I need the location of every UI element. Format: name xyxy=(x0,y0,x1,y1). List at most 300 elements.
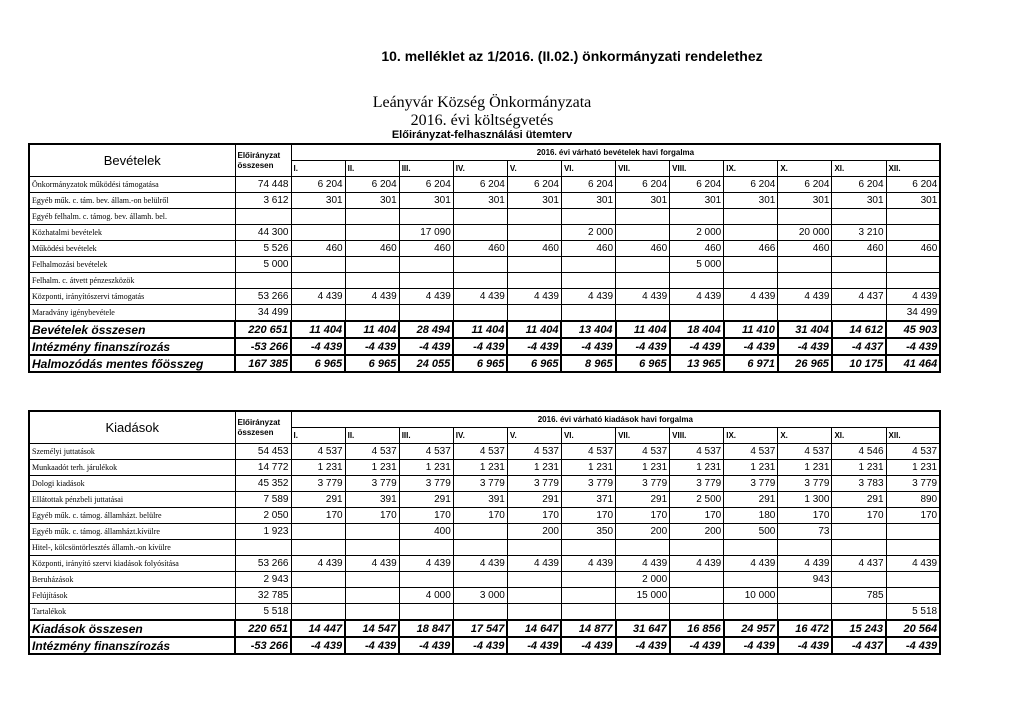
month-header: VIII. xyxy=(670,428,724,444)
month-cell: 4 439 xyxy=(724,289,778,305)
month-cell xyxy=(345,540,399,556)
month-cell: 4 439 xyxy=(345,289,399,305)
summary-month-cell: 8 965 xyxy=(561,355,615,372)
month-cell: 2 000 xyxy=(670,225,724,241)
row-total xyxy=(235,209,291,225)
table-row xyxy=(29,273,940,289)
month-cell: 4 537 xyxy=(724,444,778,460)
month-cell xyxy=(886,572,940,588)
table-row xyxy=(29,225,940,241)
month-cell: 170 xyxy=(561,508,615,524)
month-cell xyxy=(453,524,507,540)
month-cell: 4 537 xyxy=(453,444,507,460)
month-cell: 4 439 xyxy=(561,289,615,305)
month-cell xyxy=(399,572,453,588)
month-header: IV. xyxy=(453,161,507,177)
summary-month-cell: 24 055 xyxy=(399,355,453,372)
month-cell: 301 xyxy=(724,193,778,209)
month-cell xyxy=(507,257,561,273)
month-cell xyxy=(345,524,399,540)
summary-label: Intézmény finanszírozás xyxy=(29,637,235,654)
summary-month-cell: 14 612 xyxy=(832,321,886,338)
row-total: 7 589 xyxy=(235,492,291,508)
month-cell: 4 439 xyxy=(724,556,778,572)
income-table xyxy=(28,143,941,373)
month-cell: 301 xyxy=(832,193,886,209)
month-cell xyxy=(616,209,670,225)
month-cell xyxy=(561,604,615,621)
month-cell xyxy=(724,257,778,273)
month-cell: 34 499 xyxy=(886,305,940,322)
summary-total: 220 651 xyxy=(235,321,291,338)
row-total xyxy=(235,540,291,556)
summary-month-cell: 14 877 xyxy=(561,620,615,637)
row-total: 54 453 xyxy=(235,444,291,460)
summary-month-cell: -4 437 xyxy=(832,338,886,355)
table-row xyxy=(29,476,940,492)
summary-month-cell: -4 439 xyxy=(561,637,615,654)
summary-month-cell: 6 965 xyxy=(616,355,670,372)
summary-month-cell: 45 903 xyxy=(886,321,940,338)
month-cell: 3 779 xyxy=(724,476,778,492)
month-cell xyxy=(291,225,345,241)
month-header: XI. xyxy=(832,428,886,444)
summary-month-cell: -4 439 xyxy=(399,338,453,355)
summary-month-cell: -4 439 xyxy=(291,637,345,654)
summary-month-cell: -4 439 xyxy=(886,637,940,654)
month-cell: 1 231 xyxy=(778,460,832,476)
month-cell: 3 783 xyxy=(832,476,886,492)
month-cell xyxy=(399,257,453,273)
period-header: 2016. évi várható kiadások havi forgalma xyxy=(291,411,940,428)
month-cell: 4 439 xyxy=(453,556,507,572)
summary-month-cell: -4 439 xyxy=(616,338,670,355)
row-label: Egyéb felhalm. c. támog. bev. államh. bel. xyxy=(29,209,235,225)
table-row xyxy=(29,460,940,476)
month-header: I. xyxy=(291,161,345,177)
month-cell: 1 231 xyxy=(886,460,940,476)
month-cell xyxy=(345,572,399,588)
month-cell xyxy=(832,209,886,225)
month-cell xyxy=(399,540,453,556)
month-cell: 4 439 xyxy=(507,289,561,305)
summary-month-cell: 6 971 xyxy=(724,355,778,372)
summary-month-cell: -4 439 xyxy=(345,338,399,355)
month-cell xyxy=(670,209,724,225)
table-row xyxy=(29,604,940,621)
summary-month-cell: 6 965 xyxy=(507,355,561,372)
month-cell: 1 231 xyxy=(291,460,345,476)
summary-month-cell: 16 472 xyxy=(778,620,832,637)
month-cell: 460 xyxy=(886,241,940,257)
summary-month-cell: -4 439 xyxy=(724,637,778,654)
month-cell: 170 xyxy=(832,508,886,524)
month-cell: 6 204 xyxy=(778,177,832,193)
expense-table xyxy=(28,410,941,655)
month-cell xyxy=(670,273,724,289)
month-cell: 2 000 xyxy=(561,225,615,241)
section-title: Bevételek xyxy=(29,144,235,177)
month-cell: 301 xyxy=(886,193,940,209)
month-cell: 180 xyxy=(724,508,778,524)
month-cell: 460 xyxy=(453,241,507,257)
month-cell xyxy=(616,305,670,322)
month-cell: 4 437 xyxy=(832,556,886,572)
month-cell xyxy=(507,572,561,588)
month-header: VIII. xyxy=(670,161,724,177)
summary-month-cell: -4 439 xyxy=(778,637,832,654)
month-cell: 1 231 xyxy=(561,460,615,476)
summary-month-cell: -4 439 xyxy=(507,338,561,355)
month-cell xyxy=(291,572,345,588)
month-cell: 1 300 xyxy=(778,492,832,508)
month-header: V. xyxy=(507,161,561,177)
month-header: III. xyxy=(399,161,453,177)
row-label: Hitel-, kölcsöntörlesztés államh.-on kívülre xyxy=(29,540,235,556)
summary-month-cell: -4 439 xyxy=(507,637,561,654)
month-cell: 460 xyxy=(670,241,724,257)
table-row xyxy=(29,305,940,322)
summary-month-cell: -4 439 xyxy=(561,338,615,355)
month-cell: 170 xyxy=(345,508,399,524)
month-cell xyxy=(345,588,399,604)
month-cell: 4 537 xyxy=(399,444,453,460)
month-cell xyxy=(832,540,886,556)
month-cell: 301 xyxy=(561,193,615,209)
month-header: VII. xyxy=(616,428,670,444)
month-cell xyxy=(453,572,507,588)
row-total: 44 300 xyxy=(235,225,291,241)
month-cell xyxy=(724,572,778,588)
row-label: Működési bevételek xyxy=(29,241,235,257)
month-cell: 4 439 xyxy=(561,556,615,572)
month-cell: 4 439 xyxy=(399,289,453,305)
row-label: Felhalmozási bevételek xyxy=(29,257,235,273)
month-cell xyxy=(453,305,507,322)
month-cell xyxy=(399,209,453,225)
month-cell: 4 537 xyxy=(345,444,399,460)
summary-month-cell: 41 464 xyxy=(886,355,940,372)
summary-month-cell: 17 547 xyxy=(453,620,507,637)
summary-label: Bevételek összesen xyxy=(29,321,235,338)
row-label: Egyéb műk. c. támog. államházt. belülre xyxy=(29,508,235,524)
month-cell: 291 xyxy=(724,492,778,508)
month-cell xyxy=(453,257,507,273)
month-cell xyxy=(291,588,345,604)
month-cell xyxy=(886,257,940,273)
month-cell xyxy=(724,225,778,241)
row-label: Beruházások xyxy=(29,572,235,588)
month-header: XII. xyxy=(886,428,940,444)
month-cell: 4 439 xyxy=(616,556,670,572)
summary-row xyxy=(29,321,940,338)
month-cell: 17 090 xyxy=(399,225,453,241)
month-cell: 2 000 xyxy=(616,572,670,588)
month-cell: 4 537 xyxy=(670,444,724,460)
month-header: VII. xyxy=(616,161,670,177)
row-label: Önkormányzatok működési támogatása xyxy=(29,177,235,193)
summary-month-cell: 6 965 xyxy=(291,355,345,372)
month-cell: 4 537 xyxy=(778,444,832,460)
month-cell xyxy=(832,305,886,322)
month-cell: 170 xyxy=(616,508,670,524)
total-column-header: Előirányzat összesen xyxy=(235,144,291,177)
month-header: I. xyxy=(291,428,345,444)
month-cell xyxy=(291,257,345,273)
month-cell xyxy=(670,305,724,322)
total-column-header: Előirányzat összesen xyxy=(235,411,291,444)
month-cell xyxy=(345,257,399,273)
month-cell xyxy=(345,305,399,322)
month-header: XI. xyxy=(832,161,886,177)
month-cell xyxy=(670,540,724,556)
month-cell: 1 231 xyxy=(832,460,886,476)
table-row xyxy=(29,193,940,209)
period-header: 2016. évi várható bevételek havi forgalma xyxy=(291,144,940,161)
month-cell: 350 xyxy=(561,524,615,540)
row-label: Maradvány igénybevétele xyxy=(29,305,235,322)
table-row xyxy=(29,492,940,508)
summary-month-cell: -4 439 xyxy=(670,637,724,654)
month-cell: 500 xyxy=(724,524,778,540)
month-cell: 1 231 xyxy=(507,460,561,476)
month-cell: 200 xyxy=(670,524,724,540)
month-cell: 400 xyxy=(399,524,453,540)
month-cell xyxy=(561,257,615,273)
month-cell: 6 204 xyxy=(832,177,886,193)
month-cell: 4 439 xyxy=(345,556,399,572)
month-cell xyxy=(291,305,345,322)
month-cell: 301 xyxy=(345,193,399,209)
summary-month-cell: 14 647 xyxy=(507,620,561,637)
header-row xyxy=(29,144,940,161)
table-row xyxy=(29,540,940,556)
month-cell: 4 439 xyxy=(886,556,940,572)
month-header: IX. xyxy=(724,161,778,177)
month-cell xyxy=(724,273,778,289)
month-cell: 3 779 xyxy=(507,476,561,492)
month-cell: 4 437 xyxy=(832,289,886,305)
month-cell: 4 439 xyxy=(670,556,724,572)
month-cell xyxy=(670,604,724,621)
month-cell: 301 xyxy=(616,193,670,209)
month-cell: 5 518 xyxy=(886,604,940,621)
month-cell: 6 204 xyxy=(670,177,724,193)
month-cell: 4 439 xyxy=(616,289,670,305)
summary-month-cell: 14 547 xyxy=(345,620,399,637)
month-cell: 460 xyxy=(399,241,453,257)
month-cell xyxy=(832,273,886,289)
summary-month-cell: 11 404 xyxy=(345,321,399,338)
month-header: X. xyxy=(778,161,832,177)
table-row xyxy=(29,289,940,305)
row-label: Egyéb műk. c. támog. államházt.kívülre xyxy=(29,524,235,540)
table-row xyxy=(29,588,940,604)
month-cell xyxy=(886,209,940,225)
month-cell: 170 xyxy=(507,508,561,524)
month-cell xyxy=(832,604,886,621)
summary-month-cell: 13 965 xyxy=(670,355,724,372)
month-cell: 170 xyxy=(291,508,345,524)
row-total: 2 050 xyxy=(235,508,291,524)
month-cell xyxy=(778,257,832,273)
month-cell xyxy=(453,273,507,289)
month-cell: 4 000 xyxy=(399,588,453,604)
summary-row xyxy=(29,338,940,355)
table-row xyxy=(29,241,940,257)
summary-month-cell: 16 856 xyxy=(670,620,724,637)
month-header: X. xyxy=(778,428,832,444)
month-cell xyxy=(507,209,561,225)
month-cell xyxy=(507,225,561,241)
month-cell xyxy=(561,588,615,604)
month-cell xyxy=(291,540,345,556)
month-cell xyxy=(399,604,453,621)
month-cell: 460 xyxy=(616,241,670,257)
row-total: 2 943 xyxy=(235,572,291,588)
month-cell xyxy=(778,540,832,556)
month-cell xyxy=(832,524,886,540)
summary-month-cell: -4 439 xyxy=(778,338,832,355)
month-cell: 4 546 xyxy=(832,444,886,460)
month-cell: 301 xyxy=(399,193,453,209)
month-cell xyxy=(886,273,940,289)
summary-total: 220 651 xyxy=(235,620,291,637)
month-cell: 6 204 xyxy=(453,177,507,193)
month-cell: 200 xyxy=(507,524,561,540)
month-cell: 4 439 xyxy=(670,289,724,305)
month-cell: 371 xyxy=(561,492,615,508)
row-label: Dologi kiadások xyxy=(29,476,235,492)
month-cell: 4 537 xyxy=(291,444,345,460)
month-cell: 460 xyxy=(832,241,886,257)
table-row xyxy=(29,257,940,273)
month-cell xyxy=(616,604,670,621)
month-cell xyxy=(345,604,399,621)
summary-month-cell: 18 404 xyxy=(670,321,724,338)
summary-month-cell: 11 404 xyxy=(453,321,507,338)
month-cell xyxy=(453,225,507,241)
month-cell xyxy=(507,588,561,604)
summary-row xyxy=(29,637,940,654)
month-cell: 460 xyxy=(291,241,345,257)
month-cell xyxy=(399,273,453,289)
month-cell: 1 231 xyxy=(399,460,453,476)
header-row xyxy=(29,411,940,428)
summary-month-cell: -4 439 xyxy=(616,637,670,654)
summary-month-cell: -4 439 xyxy=(453,338,507,355)
month-header: VI. xyxy=(561,161,615,177)
month-cell: 1 231 xyxy=(345,460,399,476)
month-cell: 5 000 xyxy=(670,257,724,273)
month-cell xyxy=(291,604,345,621)
month-cell: 6 204 xyxy=(724,177,778,193)
table-row xyxy=(29,572,940,588)
month-cell: 3 779 xyxy=(616,476,670,492)
row-total: 74 448 xyxy=(235,177,291,193)
summary-month-cell: 11 404 xyxy=(507,321,561,338)
month-header: VI. xyxy=(561,428,615,444)
table-row xyxy=(29,556,940,572)
month-cell: 4 439 xyxy=(291,556,345,572)
month-cell xyxy=(778,273,832,289)
month-cell: 3 779 xyxy=(670,476,724,492)
month-cell: 890 xyxy=(886,492,940,508)
month-cell: 291 xyxy=(832,492,886,508)
summary-month-cell: 6 965 xyxy=(345,355,399,372)
month-cell: 4 537 xyxy=(886,444,940,460)
month-cell xyxy=(561,209,615,225)
summary-month-cell: 10 175 xyxy=(832,355,886,372)
month-cell: 4 439 xyxy=(453,289,507,305)
month-cell xyxy=(345,273,399,289)
month-cell xyxy=(291,209,345,225)
month-cell xyxy=(670,588,724,604)
month-cell: 6 204 xyxy=(886,177,940,193)
month-header: IX. xyxy=(724,428,778,444)
month-cell: 4 439 xyxy=(778,289,832,305)
month-cell: 3 779 xyxy=(345,476,399,492)
month-cell: 4 537 xyxy=(561,444,615,460)
month-cell: 10 000 xyxy=(724,588,778,604)
month-cell: 4 439 xyxy=(507,556,561,572)
table-row xyxy=(29,177,940,193)
row-total: 5 526 xyxy=(235,241,291,257)
month-cell: 4 439 xyxy=(778,556,832,572)
row-label: Felhalm. c. átvett pénzeszközök xyxy=(29,273,235,289)
month-cell xyxy=(507,273,561,289)
month-cell xyxy=(453,209,507,225)
row-total: 5 000 xyxy=(235,257,291,273)
month-cell xyxy=(291,524,345,540)
month-header: II. xyxy=(345,161,399,177)
summary-month-cell: 14 447 xyxy=(291,620,345,637)
row-total: 1 923 xyxy=(235,524,291,540)
month-cell xyxy=(886,540,940,556)
summary-row xyxy=(29,620,940,637)
summary-month-cell: 15 243 xyxy=(832,620,886,637)
summary-total: -53 266 xyxy=(235,637,291,654)
month-cell xyxy=(778,305,832,322)
month-cell: 291 xyxy=(616,492,670,508)
summary-label: Intézmény finanszírozás xyxy=(29,338,235,355)
annex-title: 10. melléklet az 1/2016. (II.02.) önkormányzati rendelethez xyxy=(381,48,763,64)
month-cell: 3 000 xyxy=(453,588,507,604)
month-cell xyxy=(345,209,399,225)
month-cell: 4 537 xyxy=(507,444,561,460)
month-cell: 170 xyxy=(886,508,940,524)
summary-month-cell: 28 494 xyxy=(399,321,453,338)
month-cell: 1 231 xyxy=(670,460,724,476)
table-row xyxy=(29,444,940,460)
month-cell xyxy=(561,572,615,588)
row-total: 5 518 xyxy=(235,604,291,621)
month-cell xyxy=(832,572,886,588)
summary-total: 167 385 xyxy=(235,355,291,372)
month-cell xyxy=(832,257,886,273)
month-cell: 20 000 xyxy=(778,225,832,241)
entity-title: Leányvár Község Önkormányzata xyxy=(372,94,592,111)
month-cell: 291 xyxy=(291,492,345,508)
month-cell: 301 xyxy=(778,193,832,209)
row-total: 53 266 xyxy=(235,289,291,305)
month-cell: 301 xyxy=(507,193,561,209)
month-cell: 4 439 xyxy=(291,289,345,305)
month-cell: 466 xyxy=(724,241,778,257)
row-label: Ellátottak pénzbeli juttatásai xyxy=(29,492,235,508)
summary-month-cell: 26 965 xyxy=(778,355,832,372)
row-total: 53 266 xyxy=(235,556,291,572)
